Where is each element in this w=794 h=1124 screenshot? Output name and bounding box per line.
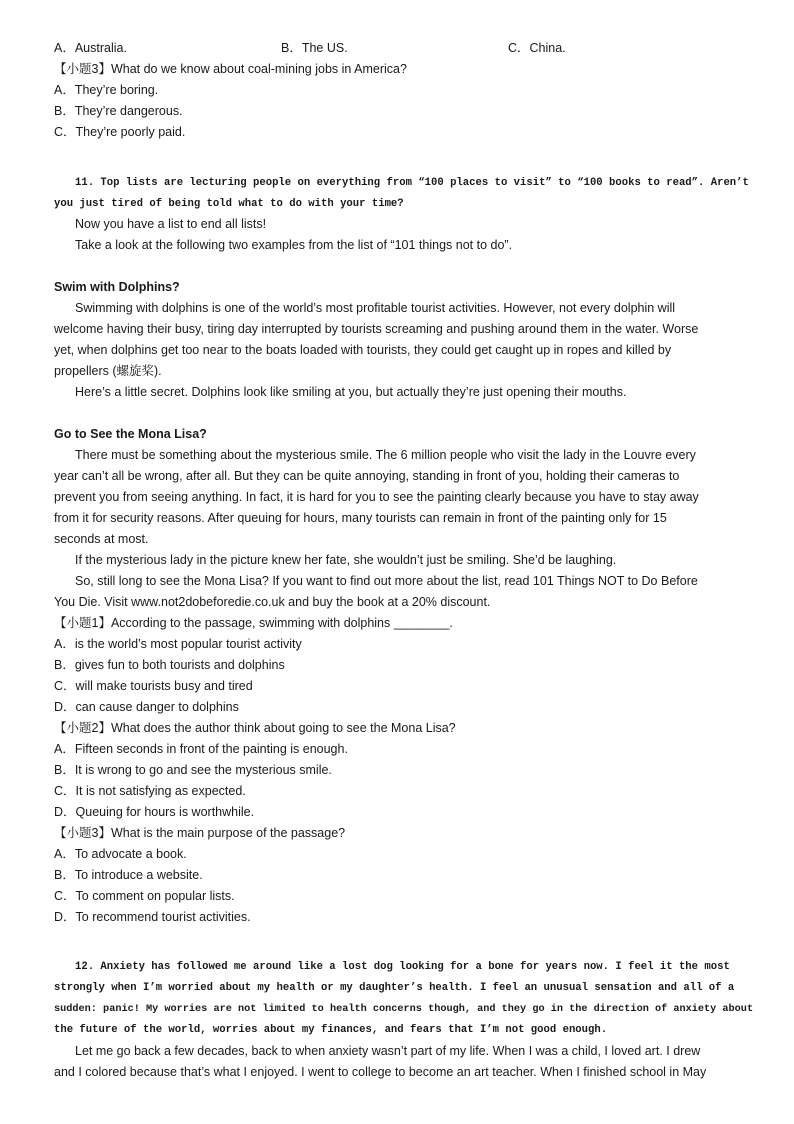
q10-option-b: B．The US. <box>281 41 348 55</box>
q11-sub3-stem: 【小题3】What is the main purpose of the passage? <box>54 826 346 840</box>
q11-intro-line2: you just tired of being told what to do with your time? <box>54 198 404 210</box>
q11-sub1-option-a: A．is the world’s most popular tourist activity <box>54 637 302 651</box>
mona-lisa-text-line: seconds at most. <box>54 532 149 546</box>
q11-sub2-option-c: C．It is not satisfying as expected. <box>54 784 246 798</box>
section-heading-dolphins: Swim with Dolphins? <box>54 280 180 294</box>
q11-sub1-option-b: B．gives fun to both tourists and dolphins <box>54 658 285 672</box>
q11-sub2-stem: 【小题2】What does the author think about going to see the Mona Lisa? <box>54 721 456 735</box>
q11-para1: Now you have a list to end all lists! <box>75 217 267 231</box>
section-heading-mona-lisa: Go to See the Mona Lisa? <box>54 427 207 441</box>
q10-sub3-question: 【小题3】What do we know about coal-mining jobs in America? <box>54 62 407 76</box>
q10-options-row <box>54 38 754 59</box>
q11-intro-line1: 11. Top lists are lecturing people on everything from “100 places to visit” to “100 books to read”. Aren’t <box>75 177 749 189</box>
q11-sub2-option-a: A．Fifteen seconds in front of the painting is enough. <box>54 742 348 756</box>
q11-sub3-option-c: C．To comment on popular lists. <box>54 889 235 903</box>
q12-intro-line: strongly when I’m worried about my health or my daughter’s health. I feel an unusual sensation and all of a <box>54 982 735 994</box>
q12-intro-line: sudden: panic! My worries are not limited to health concerns though, and they go in the direction of anxiety about <box>54 1003 754 1015</box>
q11-sub2-option-b: B．It is wrong to go and see the mysterious smile. <box>54 763 332 777</box>
q10-option-c: C．China. <box>508 41 566 55</box>
mona-lisa-closing: You Die. Visit www.not2dobeforedie.co.uk and buy the book at a 20% discount. <box>54 595 491 609</box>
mona-lisa-text-line: prevent you from seeing anything. In fact, it is hard for you to see the painting clearly because you have to stay away <box>54 490 699 504</box>
q12-intro-line: the future of the world, worries about my finances, and fears that I’m not good enough. <box>54 1024 608 1036</box>
q10-sub3-option-c: C．They’re poorly paid. <box>54 125 186 139</box>
dolphins-secret: Here’s a little secret. Dolphins look like smiling at you, but actually they’re just opening their mouths. <box>75 385 627 399</box>
mona-lisa-text-line: There must be something about the mysterious smile. The 6 million people who visit the lady in the Louvre every <box>75 448 696 462</box>
dolphins-text-line: welcome having their busy, tiring day interrupted by tourists screaming and pushing around them in the water. Worse <box>54 322 699 336</box>
q11-para2: Take a look at the following two examples from the list of “101 things not to do”. <box>75 238 513 252</box>
dolphins-text-line: yet, when dolphins get too near to the boats loaded with tourists, they could get caught up in ropes and killed by <box>54 343 672 357</box>
mona-lisa-closing: So, still long to see the Mona Lisa? If you want to find out more about the list, read 101 Things NOT to Do Before <box>75 574 698 588</box>
mona-lisa-text-line: year can’t all be wrong, after all. But they can be quite annoying, standing in front of you, holding their cameras to <box>54 469 680 483</box>
q10-sub3-option-b: B．They’re dangerous. <box>54 104 183 118</box>
q11-sub3-option-d: D．To recommend tourist activities. <box>54 910 251 924</box>
dolphins-text-line: Swimming with dolphins is one of the world’s most profitable tourist activities. However, not every dolphin will <box>75 301 676 315</box>
dolphins-text-line: propellers (螺旋桨). <box>54 364 162 378</box>
mona-lisa-text-line: from it for security reasons. After queuing for hours, many tourists can remain in front of the painting only for 15 <box>54 511 667 525</box>
q10-sub3-option-a: A．They’re boring. <box>54 83 159 97</box>
q11-sub1-option-d: D．can cause danger to dolphins <box>54 700 239 714</box>
q11-sub2-option-d: D．Queuing for hours is worthwhile. <box>54 805 255 819</box>
q12-para-line: and I colored because that’s what I enjoyed. I went to college to become an art teacher. When I finished school in May <box>54 1065 707 1079</box>
q11-sub1-stem: 【小题1】According to the passage, swimming with dolphins ________. <box>54 616 453 630</box>
q12-para-line: Let me go back a few decades, back to when anxiety wasn’t part of my life. When I was a child, I loved art. I drew <box>75 1044 701 1058</box>
q12-intro-line: 12. Anxiety has followed me around like a lost dog looking for a bone for years now. I feel it the most <box>75 961 730 973</box>
q10-option-a: A．Australia. <box>54 41 127 55</box>
mona-lisa-laughing: If the mysterious lady in the picture knew her fate, she wouldn’t just be smiling. She’d be laughing. <box>75 553 617 567</box>
q11-sub3-option-b: B．To introduce a website. <box>54 868 203 882</box>
q11-sub3-option-a: A．To advocate a book. <box>54 847 187 861</box>
q11-sub1-option-c: C．will make tourists busy and tired <box>54 679 253 693</box>
